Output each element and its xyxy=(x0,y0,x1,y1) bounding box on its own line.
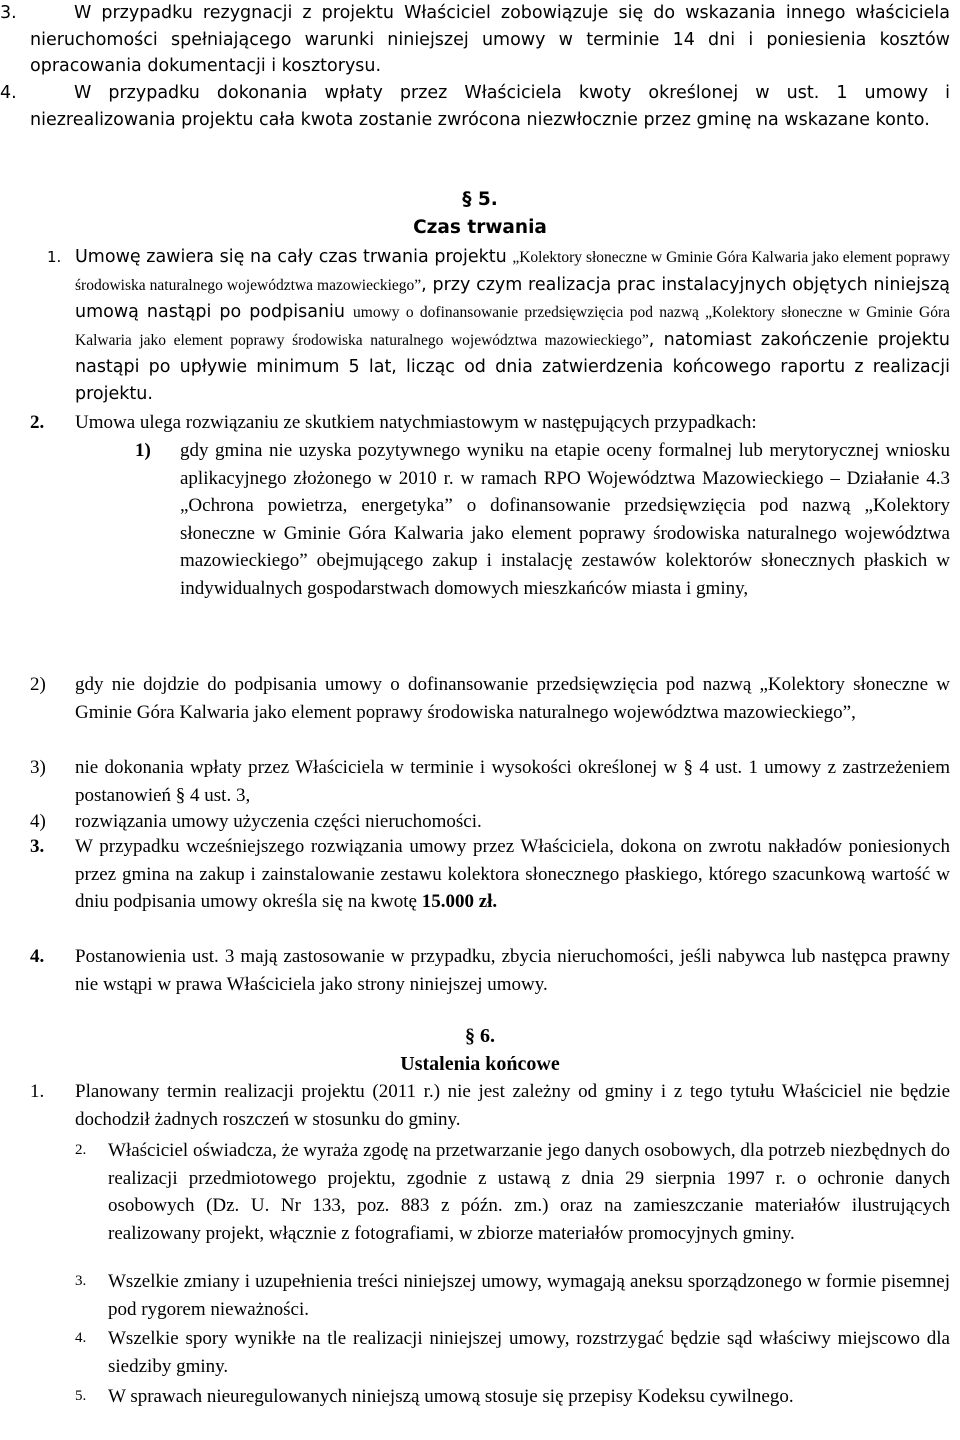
item-text: Wszelkie zmiany i uzupełnienia treści niniejszej umowy, wymagają aneksu sporządzonego w formie pisemnej pod rygorem nieważności. xyxy=(108,1271,950,1320)
item-number: 5. xyxy=(75,1388,87,1404)
section-number: § 6. xyxy=(465,1025,495,1047)
item-text: , przy czym realizacja prac instalacyjnych objętych niniejszą umową nastąpi po podpisaniu xyxy=(75,274,950,322)
item-number: 3. xyxy=(0,3,17,23)
item-number: 4. xyxy=(30,946,45,967)
list-item xyxy=(30,833,950,916)
list-item xyxy=(75,1383,950,1411)
sub-list-item xyxy=(30,808,950,836)
item-number: 2. xyxy=(30,412,45,433)
section-title: Czas trwania xyxy=(413,217,547,238)
list-item xyxy=(75,1137,950,1247)
amount: 15.000 zł. xyxy=(421,891,498,912)
item-text: nie dokonania wpłaty przez Właściciela w terminie i wysokości określonej w § 4 ust. 1 umowy z zastrzeżeniem postanowień § 4 ust. 3, xyxy=(75,757,950,806)
list-item xyxy=(30,1078,950,1133)
item-text: W przypadku wcześniejszego rozwiązania umowy przez Właściciela, dokona on zwrotu nakładów poniesionych przez gmina na zakup i zainstalowanie zestawu kolektora słonecznego płaskiego, którego szacunkową wartość w dniu podpisania umowy określa się na kwotę xyxy=(75,836,950,912)
item-text: W przypadku rezygnacji z projektu Właściciel zobowiązuje się do wskazania innego właściciela nieruchomości spełniającego warunki niniejszej umowy w terminie 14 dni i poniesienia kosztów opracowania dokumentacji i kosztorysu. xyxy=(30,3,950,76)
list-item xyxy=(0,0,950,80)
item-number: 3. xyxy=(75,1273,87,1289)
item-text: , natomiast zakończenie projektu nastąpi po upływie minimum 5 lat, licząc od dnia zatwierdzenia końcowego raportu z realizacji projektu. xyxy=(75,329,950,404)
item-text: gdy nie dojdzie do podpisania umowy o dofinansowanie przedsięwzięcia pod nazwą „Kolektory słoneczne w Gminie Góra Kalwaria jako element poprawy środowiska naturalnego województwa mazowieckiego”, xyxy=(75,674,950,723)
item-number: 3. xyxy=(30,836,45,857)
item-text: Wszelkie spory wynikłe na tle realizacji niniejszej umowy, rozstrzygać będzie sąd właściwy miejscowo dla siedziby gminy. xyxy=(108,1328,950,1377)
list-item xyxy=(47,244,950,407)
item-number: 2. xyxy=(75,1142,87,1158)
list-item xyxy=(75,1268,950,1323)
item-text: Umowę zawiera się na cały czas trwania projektu xyxy=(75,247,513,267)
list-item xyxy=(30,943,950,998)
item-text: Umowa ulega rozwiązaniu ze skutkiem natychmiastowym w następujących przypadkach: xyxy=(75,412,757,433)
item-text: Planowany termin realizacji projektu (2011 r.) nie jest zależny od gminy i z tego tytułu Właściciel nie będzie dochodził żadnych roszczeń w stosunku do gminy. xyxy=(75,1081,950,1130)
item-number: 4. xyxy=(75,1330,87,1346)
item-text: W sprawach nieuregulowanych niniejszą umową stosuje się przepisy Kodeksu cywilnego. xyxy=(108,1386,794,1407)
list-item xyxy=(30,409,950,437)
item-text: gdy gmina nie uzyska pozytywnego wyniku na etapie oceny formalnej lub merytorycznej wniosku aplikacyjnego złożonego w 2010 r. w ramach RPO Województwa Mazowieckiego – Działanie 4.3 „Ochrona powietrza, energetyka” o dofinansowanie przedsięwzięcia pod nazwą „Kolektory słoneczne w Gminie Góra Kalwaria jako element poprawy środowiska naturalnego województwa mazowieckiego” obejmującego zakup i instalację zestawów kolektorów słonecznych płaskich w indywidualnych gospodarstwach domowych mieszkańców miasta i gminy, xyxy=(180,440,950,599)
item-text: W przypadku dokonania wpłaty przez Właściciela kwoty określonej w ust. 1 umowy i niezrealizowania projektu cała kwota zostanie zwrócona niezwłocznie przez gminę na wskazane konto. xyxy=(30,83,950,130)
item-text: Właściciel oświadcza, że wyraża zgodę na przetwarzanie jego danych osobowych, dla potrzeb niezbędnych do realizacji przedmiotowego projektu, zgodnie z ustawą z dnia 29 sierpnia 1997 r. o ochronie danych osobowych (Dz. U. Nr 133, poz. 883 z późn. zm.) oraz na zamieszczanie materiałów ilustrujących realizowany projekt, włącznie z fotografiami, w zbiorze materiałów promocyjnych gminy. xyxy=(108,1140,950,1244)
item-number: 3) xyxy=(30,757,46,778)
item-number: 2) xyxy=(30,674,46,695)
list-item xyxy=(75,1325,950,1380)
sub-list-item xyxy=(30,754,950,809)
item-number: 1. xyxy=(47,248,62,266)
item-number: 1) xyxy=(135,440,151,461)
section-number: § 5. xyxy=(462,189,498,210)
list-item xyxy=(0,80,950,133)
item-number: 4. xyxy=(0,83,17,103)
sub-list-item xyxy=(30,671,950,726)
item-number: 4) xyxy=(30,811,46,832)
item-number: 1. xyxy=(30,1081,45,1102)
item-text: Postanowienia ust. 3 mają zastosowanie w przypadku, zbycia nieruchomości, jeśli nabywca lub następca prawny nie wstąpi w prawa Właściciela jako strony niniejszej umowy. xyxy=(75,946,950,995)
item-text: rozwiązania umowy użyczenia części nieruchomości. xyxy=(75,811,482,832)
project-name: umowy o dofinansowanie przedsięwzięcia pod nazwą „Kolektory słoneczne w Gminie Góra Kalwaria jako element poprawy środowiska naturalnego województwa mazowieckiego” xyxy=(75,304,950,349)
project-name: „Kolektory słoneczne w Gminie Góra Kalwaria jako element poprawy środowiska naturalnego województwa mazowieckiego” xyxy=(75,249,950,294)
sub-list-item xyxy=(135,437,950,602)
section-title: Ustalenia końcowe xyxy=(400,1053,560,1075)
